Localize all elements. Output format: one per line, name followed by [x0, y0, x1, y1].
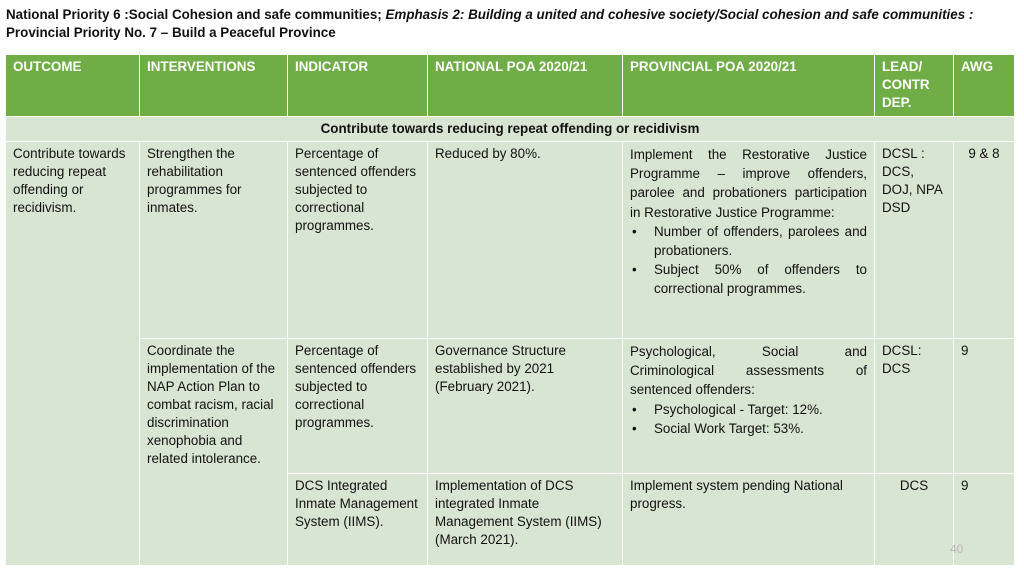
- header-indicator: INDICATOR: [288, 55, 428, 117]
- cell-national-poa: Governance Structure established by 2021 (February 2021).: [428, 339, 623, 474]
- provincial-intro: Implement the Restorative Justice Programme – improve offenders, parolee and probationers participation in Restorative Justice Programme:: [630, 147, 867, 220]
- cell-awg: 9: [954, 474, 1015, 566]
- header-outcome: OUTCOME: [6, 55, 140, 117]
- title-national-priority: National Priority 6 :Social Cohesion and safe communities;: [6, 7, 386, 22]
- provincial-intro: Psychological, Social and Criminological assessments of sentenced offenders:: [630, 344, 867, 398]
- cell-awg: 9: [954, 339, 1015, 474]
- cell-provincial-poa: Implement system pending National progress.: [623, 474, 875, 566]
- list-item: • Subject 50% of offenders to correctional programmes.: [630, 260, 867, 298]
- cell-intervention: Strengthen the rehabilitation programmes for inmates.: [140, 142, 288, 339]
- provincial-bullet-list: [630, 400, 867, 438]
- cell-indicator: Percentage of sentenced offenders subjected to correctional programmes.: [288, 142, 428, 339]
- list-item: • Number of offenders, parolees and probationers.: [630, 222, 867, 260]
- page-number: 40: [950, 542, 964, 556]
- header-interventions: INTERVENTIONS: [140, 55, 288, 117]
- cell-provincial-poa: [623, 142, 875, 339]
- page-title: [6, 6, 1016, 42]
- cell-awg: 9 & 8: [954, 142, 1015, 339]
- table-banner-row: [6, 117, 1015, 142]
- cell-lead-dep: DCS: [875, 474, 954, 566]
- title-provincial-priority: Provincial Priority No. 7 – Build a Peaceful Province: [6, 25, 336, 40]
- table-header-row: [6, 55, 1015, 117]
- list-item: • Psychological - Target: 12%.: [630, 400, 867, 419]
- provincial-bullet-list: [630, 222, 867, 299]
- banner-text: Contribute towards reducing repeat offending or recidivism: [6, 117, 1015, 142]
- header-awg: AWG: [954, 55, 1015, 117]
- title-emphasis: Emphasis 2: Building a united and cohesive society/Social cohesion and safe communities :: [385, 7, 974, 22]
- cell-national-poa: Implementation of DCS integrated Inmate Management System (IIMS) (March 2021).: [428, 474, 623, 566]
- poa-table: [5, 54, 1015, 566]
- table-row: [6, 339, 1015, 474]
- cell-lead-dep: DCSL : DCS, DOJ, NPA DSD: [875, 142, 954, 339]
- cell-outcome: Contribute towards reducing repeat offending or recidivism.: [6, 142, 140, 566]
- header-provincial-poa: PROVINCIAL POA 2020/21: [623, 55, 875, 117]
- cell-indicator: DCS Integrated Inmate Management System (IIMS).: [288, 474, 428, 566]
- list-item: • Social Work Target: 53%.: [630, 419, 867, 438]
- cell-national-poa: Reduced by 80%.: [428, 142, 623, 339]
- header-lead-dep: LEAD/ CONTR DEP.: [875, 55, 954, 117]
- cell-lead-dep: DCSL: DCS: [875, 339, 954, 474]
- cell-provincial-poa: [623, 339, 875, 474]
- table-row: [6, 142, 1015, 339]
- cell-intervention: Coordinate the implementation of the NAP Action Plan to combat racism, racial discrimination xenophobia and related intolerance.: [140, 339, 288, 566]
- cell-indicator: Percentage of sentenced offenders subjected to correctional programmes.: [288, 339, 428, 474]
- header-national-poa: NATIONAL POA 2020/21: [428, 55, 623, 117]
